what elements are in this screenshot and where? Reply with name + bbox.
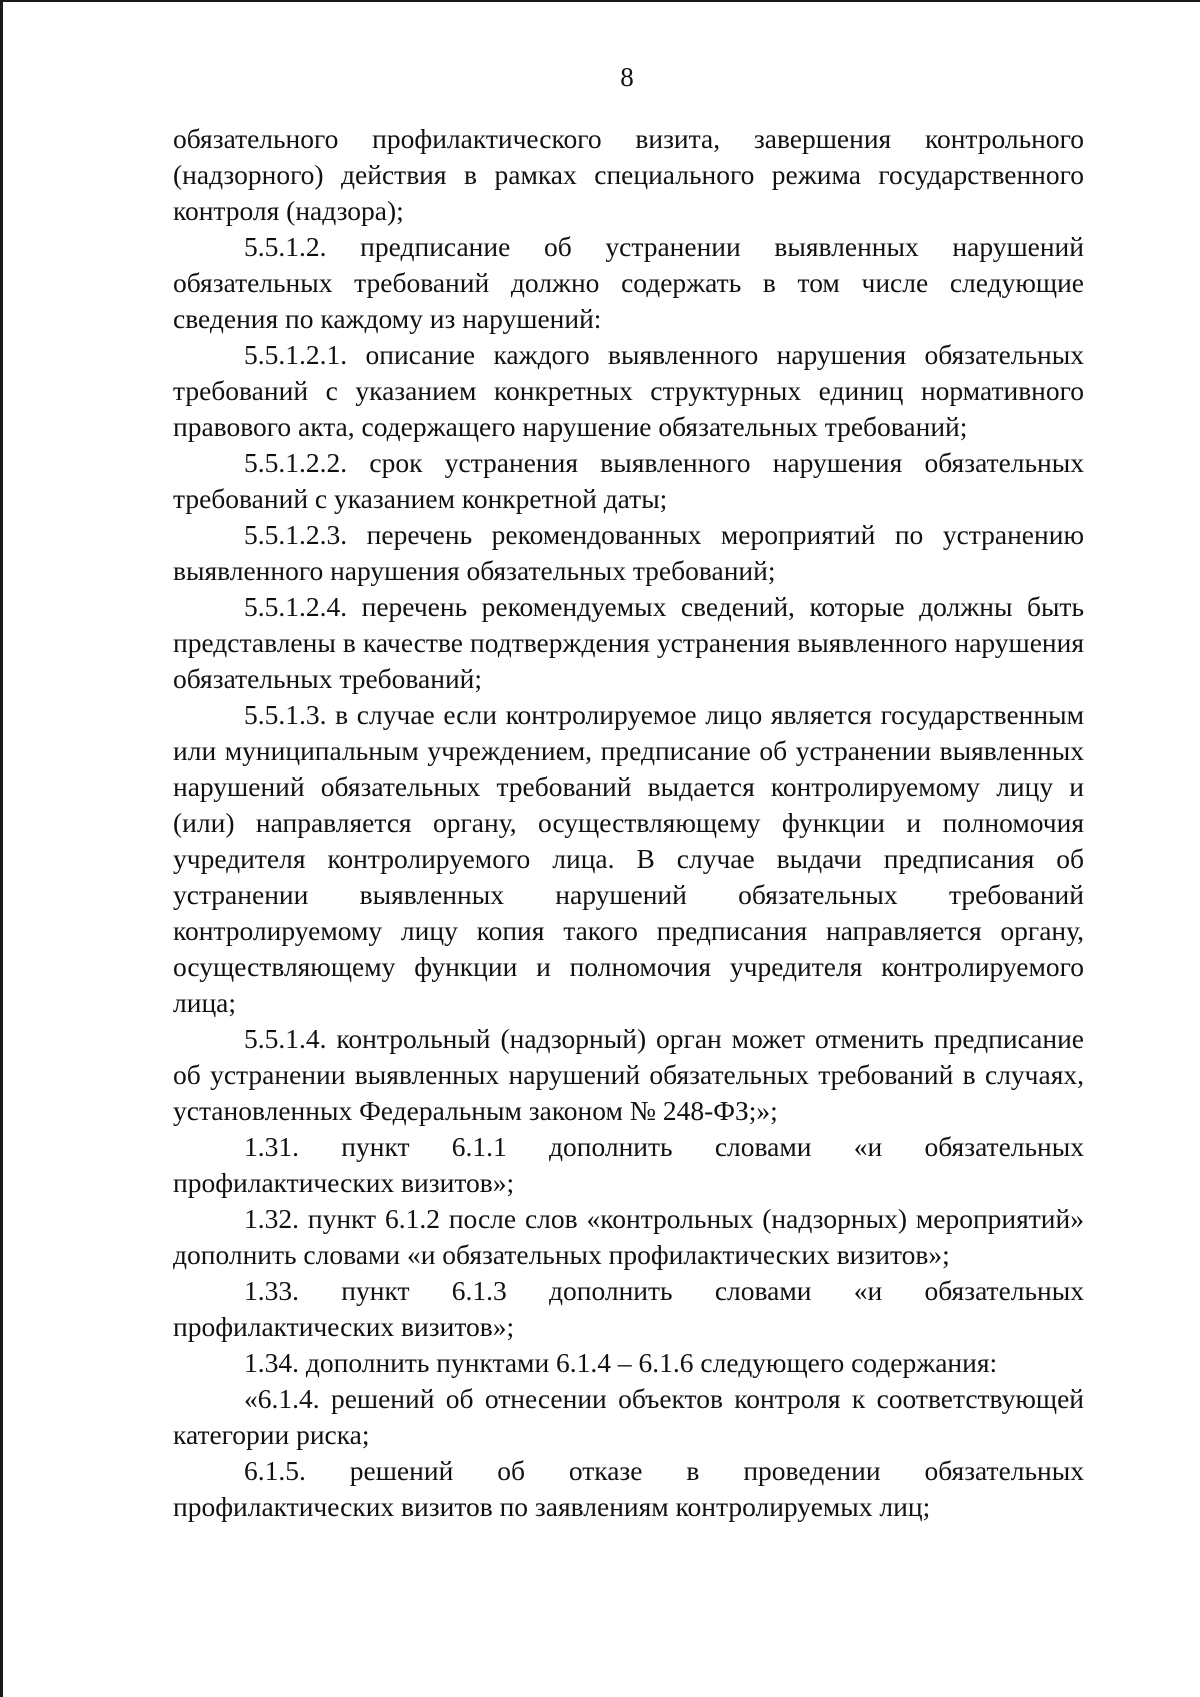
paragraph-1-34: 1.34. дополнить пунктами 6.1.4 – 6.1.6 следующего содержания: [244,1347,998,1378]
page-number: 8 [620,62,634,92]
paragraph-1-32: 1.32. пункт 6.1.2 после слов «контрольных (надзорных) мероприятий» дополнить словами «и обязательных профилактических визитов»; [173,1203,1084,1270]
paragraph-5-5-1-2: 5.5.1.2. предписание об устранении выявленных нарушений обязательных требований должно содержать в том числе следующие сведения по каждому из нарушений: [173,231,1084,334]
scan-edge-top [0,0,1200,2]
paragraph-1-33: 1.33. пункт 6.1.3 дополнить словами «и обязательных профилактических визитов»; [173,1275,1084,1342]
paragraph-5-5-1-2-1: 5.5.1.2.1. описание каждого выявленного нарушения обязательных требований с указанием конкретных структурных единиц нормативного правового акта, содержащего нарушение обязательных требований; [173,339,1084,442]
paragraph-6-1-4: «6.1.4. решений об отнесении объектов контроля к соответствующей категории риска; [173,1383,1084,1450]
scan-edge-left [0,0,3,1697]
paragraph-5-5-1-3: 5.5.1.3. в случае если контролируемое лицо является государственным или муниципальным учреждением, предписание об устранении выявленных нарушений обязательных требований выдается контролируемому лицу и (или) направляется органу, осуществляющему функции и полномочия учредителя контролируемого лица. В случае выдачи предписания об устранении выявленных нарушений обязательных требований контролируемому лицу копия такого предписания направляется органу, осуществляющему функции и полномочия учредителя контролируемого лица; [173,699,1084,1018]
paragraph-5-5-1-2-4: 5.5.1.2.4. перечень рекомендуемых сведений, которые должны быть представлены в качестве подтверждения устранения выявленного нарушения обязательных требований; [173,591,1084,694]
paragraph-continuation: обязательного профилактического визита, завершения контрольного (надзорного) действия в рамках специального режима государственного контроля (надзора); [173,123,1084,226]
paragraph-1-31: 1.31. пункт 6.1.1 дополнить словами «и обязательных профилактических визитов»; [173,1131,1084,1198]
paragraph-5-5-1-2-2: 5.5.1.2.2. срок устранения выявленного нарушения обязательных требований с указанием конкретной даты; [173,447,1084,514]
paragraph-5-5-1-2-3: 5.5.1.2.3. перечень рекомендованных мероприятий по устранению выявленного нарушения обязательных требований; [173,519,1084,586]
paragraph-6-1-5: 6.1.5. решений об отказе в проведении обязательных профилактических визитов по заявлениям контролируемых лиц; [173,1455,1084,1522]
document-body [173,121,1084,1525]
paragraph-5-5-1-4: 5.5.1.4. контрольный (надзорный) орган может отменить предписание об устранении выявленных нарушений обязательных требований в случаях, установленных Федеральным законом № 248-ФЗ;»; [173,1023,1084,1126]
